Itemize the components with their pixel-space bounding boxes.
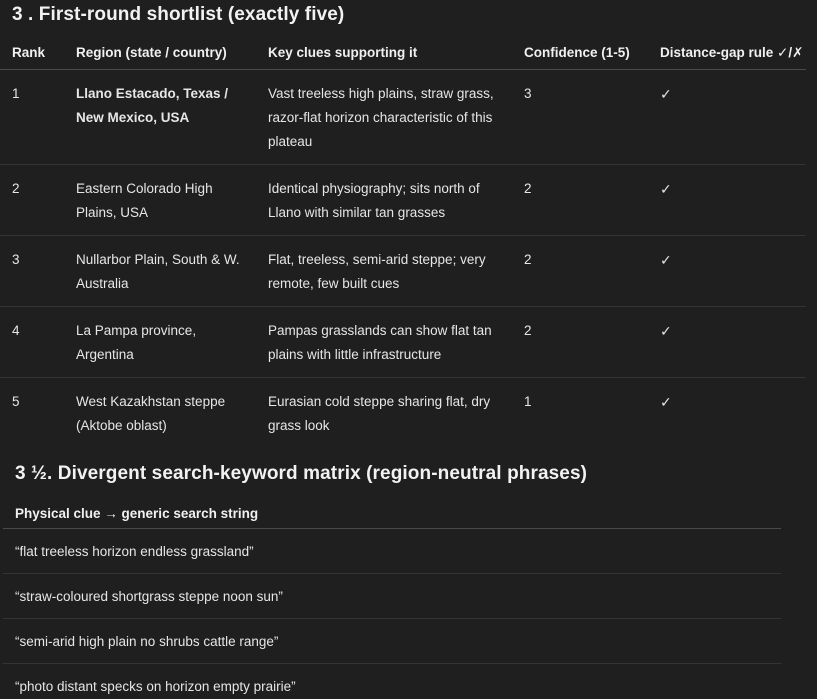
- clues-cell: Pampas grasslands can show flat tan plains with little infrastructure: [256, 307, 512, 378]
- table-row: [0, 70, 806, 165]
- search-string-cell: “straw-coloured shortgrass steppe noon sun”: [3, 574, 781, 619]
- rule-check-cell: [648, 165, 806, 236]
- column-header-search-string: Physical clue → generic search string: [3, 499, 781, 529]
- shortlist-header-row: [0, 36, 806, 70]
- confidence-cell: 3: [512, 70, 648, 165]
- check-icon: ✓: [660, 323, 672, 339]
- rule-check-cell: [648, 70, 806, 165]
- keyword-matrix-heading: 3 ½. Divergent search-keyword matrix (region-neutral phrases): [15, 463, 588, 484]
- region-cell: Llano Estacado, Texas / New Mexico, USA: [64, 70, 256, 165]
- rank-cell: 3: [0, 236, 64, 307]
- clues-cell: Eurasian cold steppe sharing flat, dry grass look: [268, 394, 491, 433]
- table-row: [3, 529, 781, 574]
- table-row: [3, 664, 781, 699]
- rank-cell: 2: [0, 165, 64, 236]
- region-cell: West Kazakhstan steppe (Aktobe oblast): [76, 394, 226, 433]
- rank-cell: 1: [0, 70, 64, 165]
- keyword-matrix-table: [3, 499, 781, 699]
- column-header-rule: Distance-gap rule ✓/✗: [648, 36, 806, 70]
- rule-check-cell: [648, 236, 806, 307]
- confidence-cell: 2: [512, 307, 648, 378]
- table-row: [3, 619, 781, 664]
- check-icon: ✓: [660, 252, 672, 268]
- rule-check-cell: [648, 307, 806, 378]
- column-header-region: Region (state / country): [64, 36, 256, 70]
- rank-cell: 5: [12, 394, 20, 409]
- clues-cell: Identical physiography; sits north of Llano with similar tan grasses: [256, 165, 512, 236]
- shortlist-table: [0, 36, 806, 448]
- rule-check-cell: [648, 378, 806, 449]
- check-icon: ✓: [660, 394, 672, 410]
- region-cell: Eastern Colorado High Plains, USA: [64, 165, 256, 236]
- check-icon: ✓: [660, 86, 672, 102]
- table-row: [0, 378, 806, 449]
- region-cell: La Pampa province, Argentina: [64, 307, 256, 378]
- confidence-cell: 2: [512, 165, 648, 236]
- table-row: [3, 574, 781, 619]
- table-row: [0, 165, 806, 236]
- confidence-cell: 1: [524, 394, 532, 409]
- rank-cell: 4: [0, 307, 64, 378]
- check-icon: ✓: [660, 181, 672, 197]
- region-cell: Nullarbor Plain, South & W. Australia: [64, 236, 256, 307]
- clues-cell: Flat, treeless, semi-arid steppe; very remote, few built cues: [256, 236, 512, 307]
- shortlist-heading: 3 . First-round shortlist (exactly five): [12, 4, 345, 25]
- search-string-cell: “semi-arid high plain no shrubs cattle range”: [3, 619, 781, 664]
- column-header-confidence: Confidence (1-5): [512, 36, 648, 70]
- search-string-cell: “photo distant specks on horizon empty prairie”: [15, 678, 296, 694]
- column-header-clues: Key clues supporting it: [256, 36, 512, 70]
- search-string-cell: “flat treeless horizon endless grassland”: [3, 529, 781, 574]
- table-row: [0, 236, 806, 307]
- table-row: [0, 307, 806, 378]
- column-header-rank: Rank: [0, 36, 64, 70]
- matrix-header-row: [3, 499, 781, 529]
- confidence-cell: 2: [512, 236, 648, 307]
- clues-cell: Vast treeless high plains, straw grass, razor-flat horizon characteristic of this plateau: [256, 70, 512, 165]
